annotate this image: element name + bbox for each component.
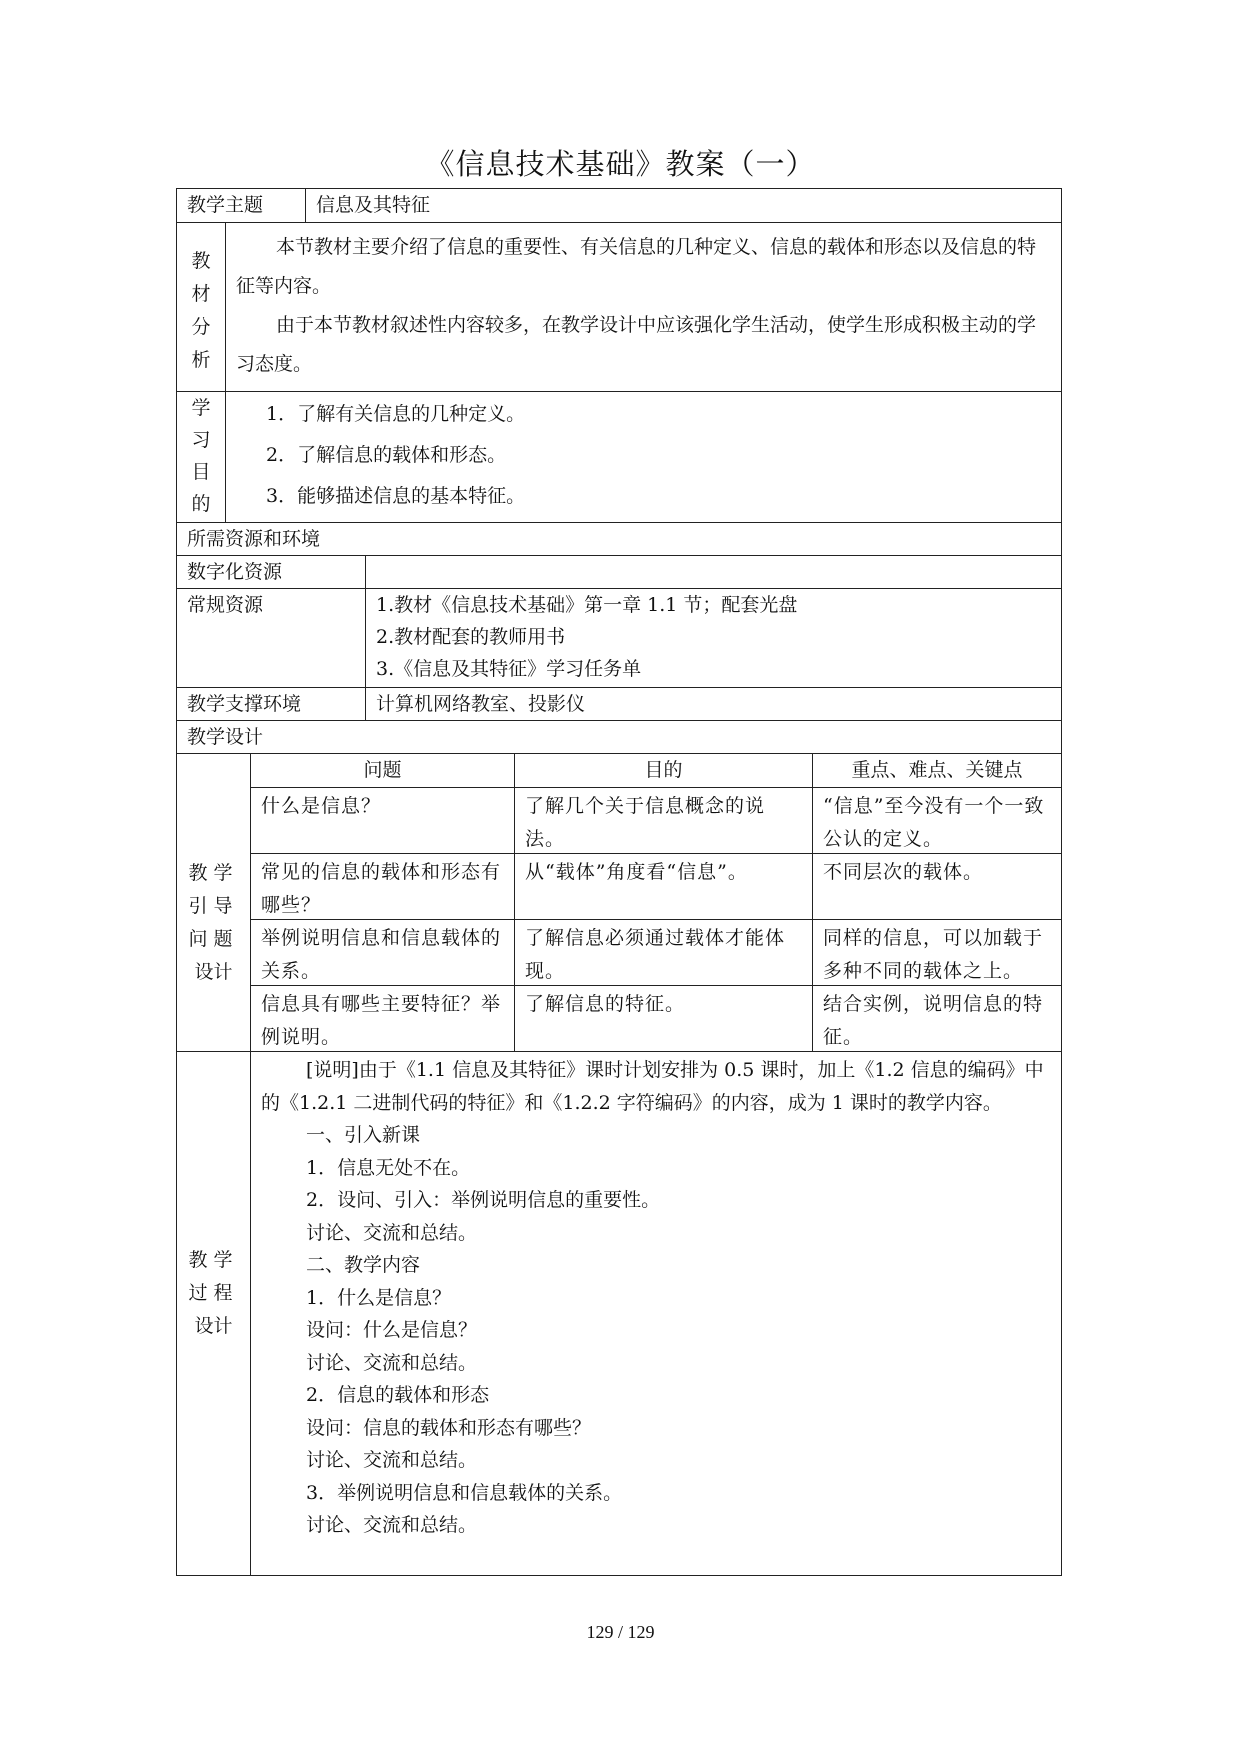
keypoint-cell: 不同层次的载体。 — [812, 854, 1061, 919]
environment-label: 教学支撑环境 — [187, 693, 302, 715]
keypoint-cell: “信息”至今没有一个一致公认的定义。 — [812, 788, 1061, 853]
process-line: 讨论、交流和总结。 — [306, 1514, 478, 1536]
process-content — [250, 1052, 1061, 1575]
process-line: 一、引入新课 — [306, 1124, 421, 1146]
keypoint-cell: 同样的信息，可以加载于多种不同的载体之上。 — [812, 920, 1061, 985]
environment-value: 计算机网络教室、投影仪 — [365, 688, 1061, 720]
process-line: 1．什么是信息？ — [306, 1286, 452, 1309]
regular-resource-item: 3.《信息及其特征》学习任务单 — [376, 658, 642, 680]
process-label: 教学 过程 设计 — [188, 1249, 239, 1337]
process-line: 讨论、交流和总结。 — [306, 1351, 478, 1374]
column-header: 目的 — [514, 754, 812, 787]
question-cell: 举例说明信息和信息载体的关系。 — [261, 927, 502, 982]
digital-resources-row — [177, 555, 1061, 588]
purpose-cell: 了解信息的特征。 — [514, 986, 812, 1051]
table-row — [251, 853, 1061, 919]
table-row — [251, 787, 1061, 853]
page-number: 129 / 129 — [586, 1622, 655, 1642]
process-line: 2．设问、引入：举例说明信息的重要性。 — [306, 1189, 661, 1211]
guide-table-header — [251, 754, 1061, 787]
goal-item: 1．了解有关信息的几种定义。 — [266, 403, 526, 425]
digital-resources-label: 数字化资源 — [187, 561, 283, 583]
regular-resources-row — [177, 588, 1061, 687]
goals-row — [177, 391, 1061, 522]
process-row — [177, 1051, 1061, 1575]
keypoint-cell: 结合实例，说明信息的特征。 — [812, 986, 1061, 1051]
process-line: 二、教学内容 — [306, 1254, 421, 1276]
goals-list — [225, 392, 1061, 522]
regular-resources-label: 常规资源 — [187, 594, 264, 616]
digital-resources-value — [365, 556, 1061, 588]
table-row — [251, 919, 1061, 985]
design-header-row — [177, 720, 1061, 753]
topic-value: 信息及其特征 — [305, 189, 1061, 222]
resources-header-row — [177, 522, 1061, 555]
purpose-cell: 了解几个关于信息概念的说法。 — [514, 788, 812, 853]
goals-label: 学 习 目 的 — [191, 397, 211, 515]
process-line: 设问：什么是信息？ — [306, 1319, 478, 1341]
purpose-cell: 了解信息必须通过载体才能体现。 — [514, 920, 812, 985]
analysis-paragraph: 由于本节教材叙述性内容较多，在教学设计中应该强化学生活动，使学生形成积极主动的学习态度。 — [236, 314, 1037, 375]
environment-row — [177, 687, 1061, 720]
column-header: 重点、难点、关键点 — [812, 754, 1061, 787]
process-line: 1．信息无处不在。 — [306, 1156, 471, 1179]
question-cell: 常见的信息的载体和形态有哪些？ — [261, 861, 502, 916]
analysis-label: 教 材 分 析 — [191, 250, 211, 371]
column-header: 问题 — [363, 759, 402, 781]
analysis-content — [225, 223, 1061, 391]
regular-resource-item: 1.教材《信息技术基础》第一章 1.1 节；配套光盘 — [376, 594, 798, 616]
regular-resources-list — [365, 589, 1061, 687]
question-cell: 什么是信息？ — [261, 795, 382, 817]
regular-resource-item: 2.教材配套的教师用书 — [376, 626, 566, 648]
process-line: 2．信息的载体和形态 — [306, 1384, 490, 1406]
analysis-row — [177, 222, 1061, 391]
goal-item: 3．能够描述信息的基本特征。 — [266, 485, 526, 507]
document-title: 《信息技术基础》教案（一） — [425, 147, 816, 181]
lesson-plan-table — [176, 188, 1062, 1576]
guide-questions-label: 教学 引导 问题 设计 — [188, 861, 239, 983]
guide-questions-row — [177, 753, 1061, 1051]
guide-questions-table — [250, 754, 1061, 1051]
topic-label: 教学主题 — [187, 194, 264, 216]
process-intro: [说明]由于《1.1 信息及其特征》课时计划安排为 0.5 课时，加上《1.2 信息的编码》中的《1.2.1 二进制代码的特征》和《1.2.2 字符编码》的内容，成为 1 课时的教学内容。 — [261, 1059, 1044, 1114]
resources-header: 所需资源和环境 — [187, 528, 321, 550]
process-line: 讨论、交流和总结。 — [306, 1449, 478, 1471]
question-cell: 信息具有哪些主要特征？举例说明。 — [261, 993, 502, 1048]
process-line: 设问：信息的载体和形态有哪些？ — [306, 1416, 592, 1439]
topic-row — [177, 189, 1061, 222]
purpose-cell: 从“载体”角度看“信息”。 — [514, 854, 812, 919]
design-header: 教学设计 — [187, 726, 264, 748]
process-line: 讨论、交流和总结。 — [306, 1221, 478, 1244]
goal-item: 2．了解信息的载体和形态。 — [266, 444, 507, 466]
analysis-paragraph: 本节教材主要介绍了信息的重要性、有关信息的几种定义、信息的载体和形态以及信息的特征等内容。 — [236, 236, 1037, 297]
process-line: 3．举例说明信息和信息载体的关系。 — [306, 1481, 623, 1504]
table-row — [251, 985, 1061, 1051]
